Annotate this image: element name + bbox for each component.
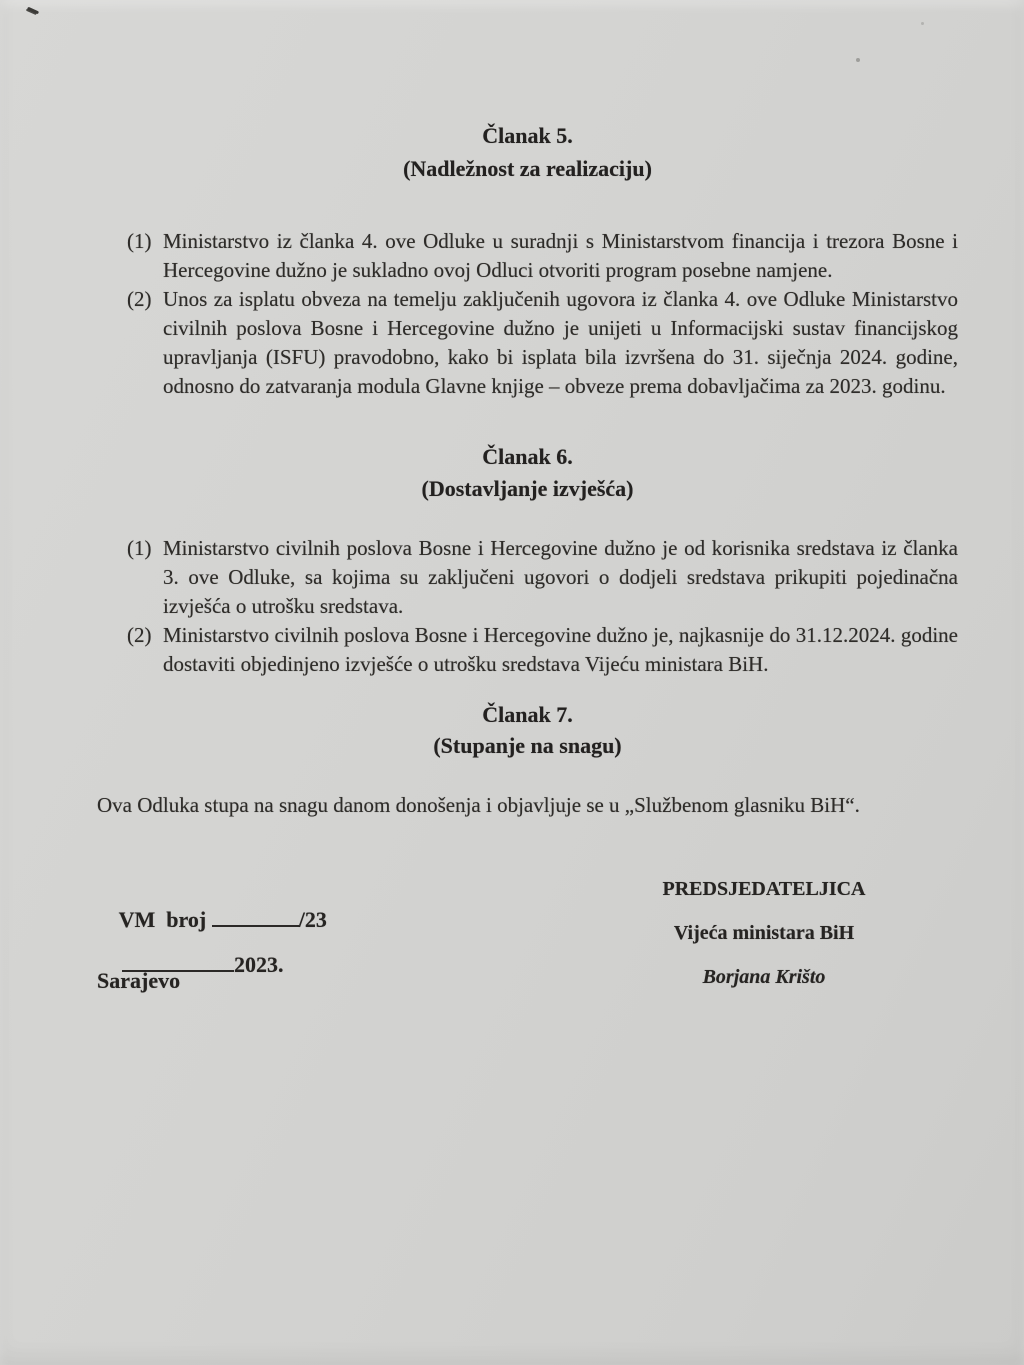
item-marker: (2) — [127, 623, 152, 647]
article-5-items — [127, 227, 958, 401]
item-text: Ministarstvo civilnih poslova Bosne i Hercegovine dužno je, najkasnije do 31.12.2024. godine dostaviti objedinjeno izvješće o utrošku sredstava Vijeću ministara BiH. — [163, 623, 958, 676]
article-6-items — [127, 534, 958, 679]
article-7-subtitle: (Stupanje na snagu) — [433, 733, 622, 758]
paper-speck — [856, 58, 860, 62]
article-6-title: Članak 6. — [482, 444, 573, 469]
signatory-name: Borjana Krišto — [702, 966, 826, 988]
item-text: Unos za isplatu obveza na temelju zaključenih ugovora iz članka 4. ove Odluke Ministarstvo civilnih poslova Bosne i Hercegovine dužno je unijeti u Informacijski sustav financijskog upravljanja (ISFU) pravodobno, kako bi isplata bila izvršena do 31. siječnja 2024. godine, odnosno do zatvaranja modula Glavne knjige – obveze prema dobavljačima za 2023. godinu. — [163, 287, 958, 398]
article-5-title: Članak 5. — [482, 123, 573, 148]
pen-mark-artifact — [27, 7, 39, 15]
article-6-subtitle: (Dostavljanje izvješća) — [421, 476, 634, 501]
item-marker: (1) — [127, 536, 152, 560]
list-item — [127, 285, 958, 401]
article-7-paragraph: Ova Odluka stupa na snagu danom donošenja i objavljuje se u „Službenom glasniku BiH“. — [97, 793, 860, 817]
signatory-block — [618, 875, 910, 1007]
number-suffix: /23 — [298, 907, 327, 932]
item-marker: (2) — [127, 287, 152, 311]
list-item — [127, 534, 958, 621]
vm-broj-label: VM broj — [118, 907, 212, 932]
article-7-title: Članak 7. — [482, 702, 573, 727]
signatory-institution: Vijeća ministara BiH — [673, 922, 855, 944]
list-item — [127, 227, 958, 285]
signature-place: Sarajevo — [97, 968, 181, 993]
year-label: 2023. — [234, 952, 284, 977]
article-5-subtitle: (Nadležnost za realizaciju) — [403, 156, 652, 181]
item-marker: (1) — [127, 229, 152, 253]
list-item — [127, 621, 958, 679]
signatory-title: PREDSJEDATELJICA — [662, 878, 866, 900]
paper-speck — [921, 22, 924, 25]
item-text: Ministarstvo iz članka 4. ove Odluke u suradnji s Ministarstvom financija i trezora Bosne i Hercegovine dužno je sukladno ovoj Odluci otvoriti program posebne namjene. — [163, 229, 958, 282]
item-text: Ministarstvo civilnih poslova Bosne i Hercegovine dužno je od korisnika sredstava iz članka 3. ove Odluke, sa kojima su zaključeni ugovori o dodjeli sredstava prikupiti pojedinačna izvješća o utrošku sredstava. — [163, 536, 958, 618]
